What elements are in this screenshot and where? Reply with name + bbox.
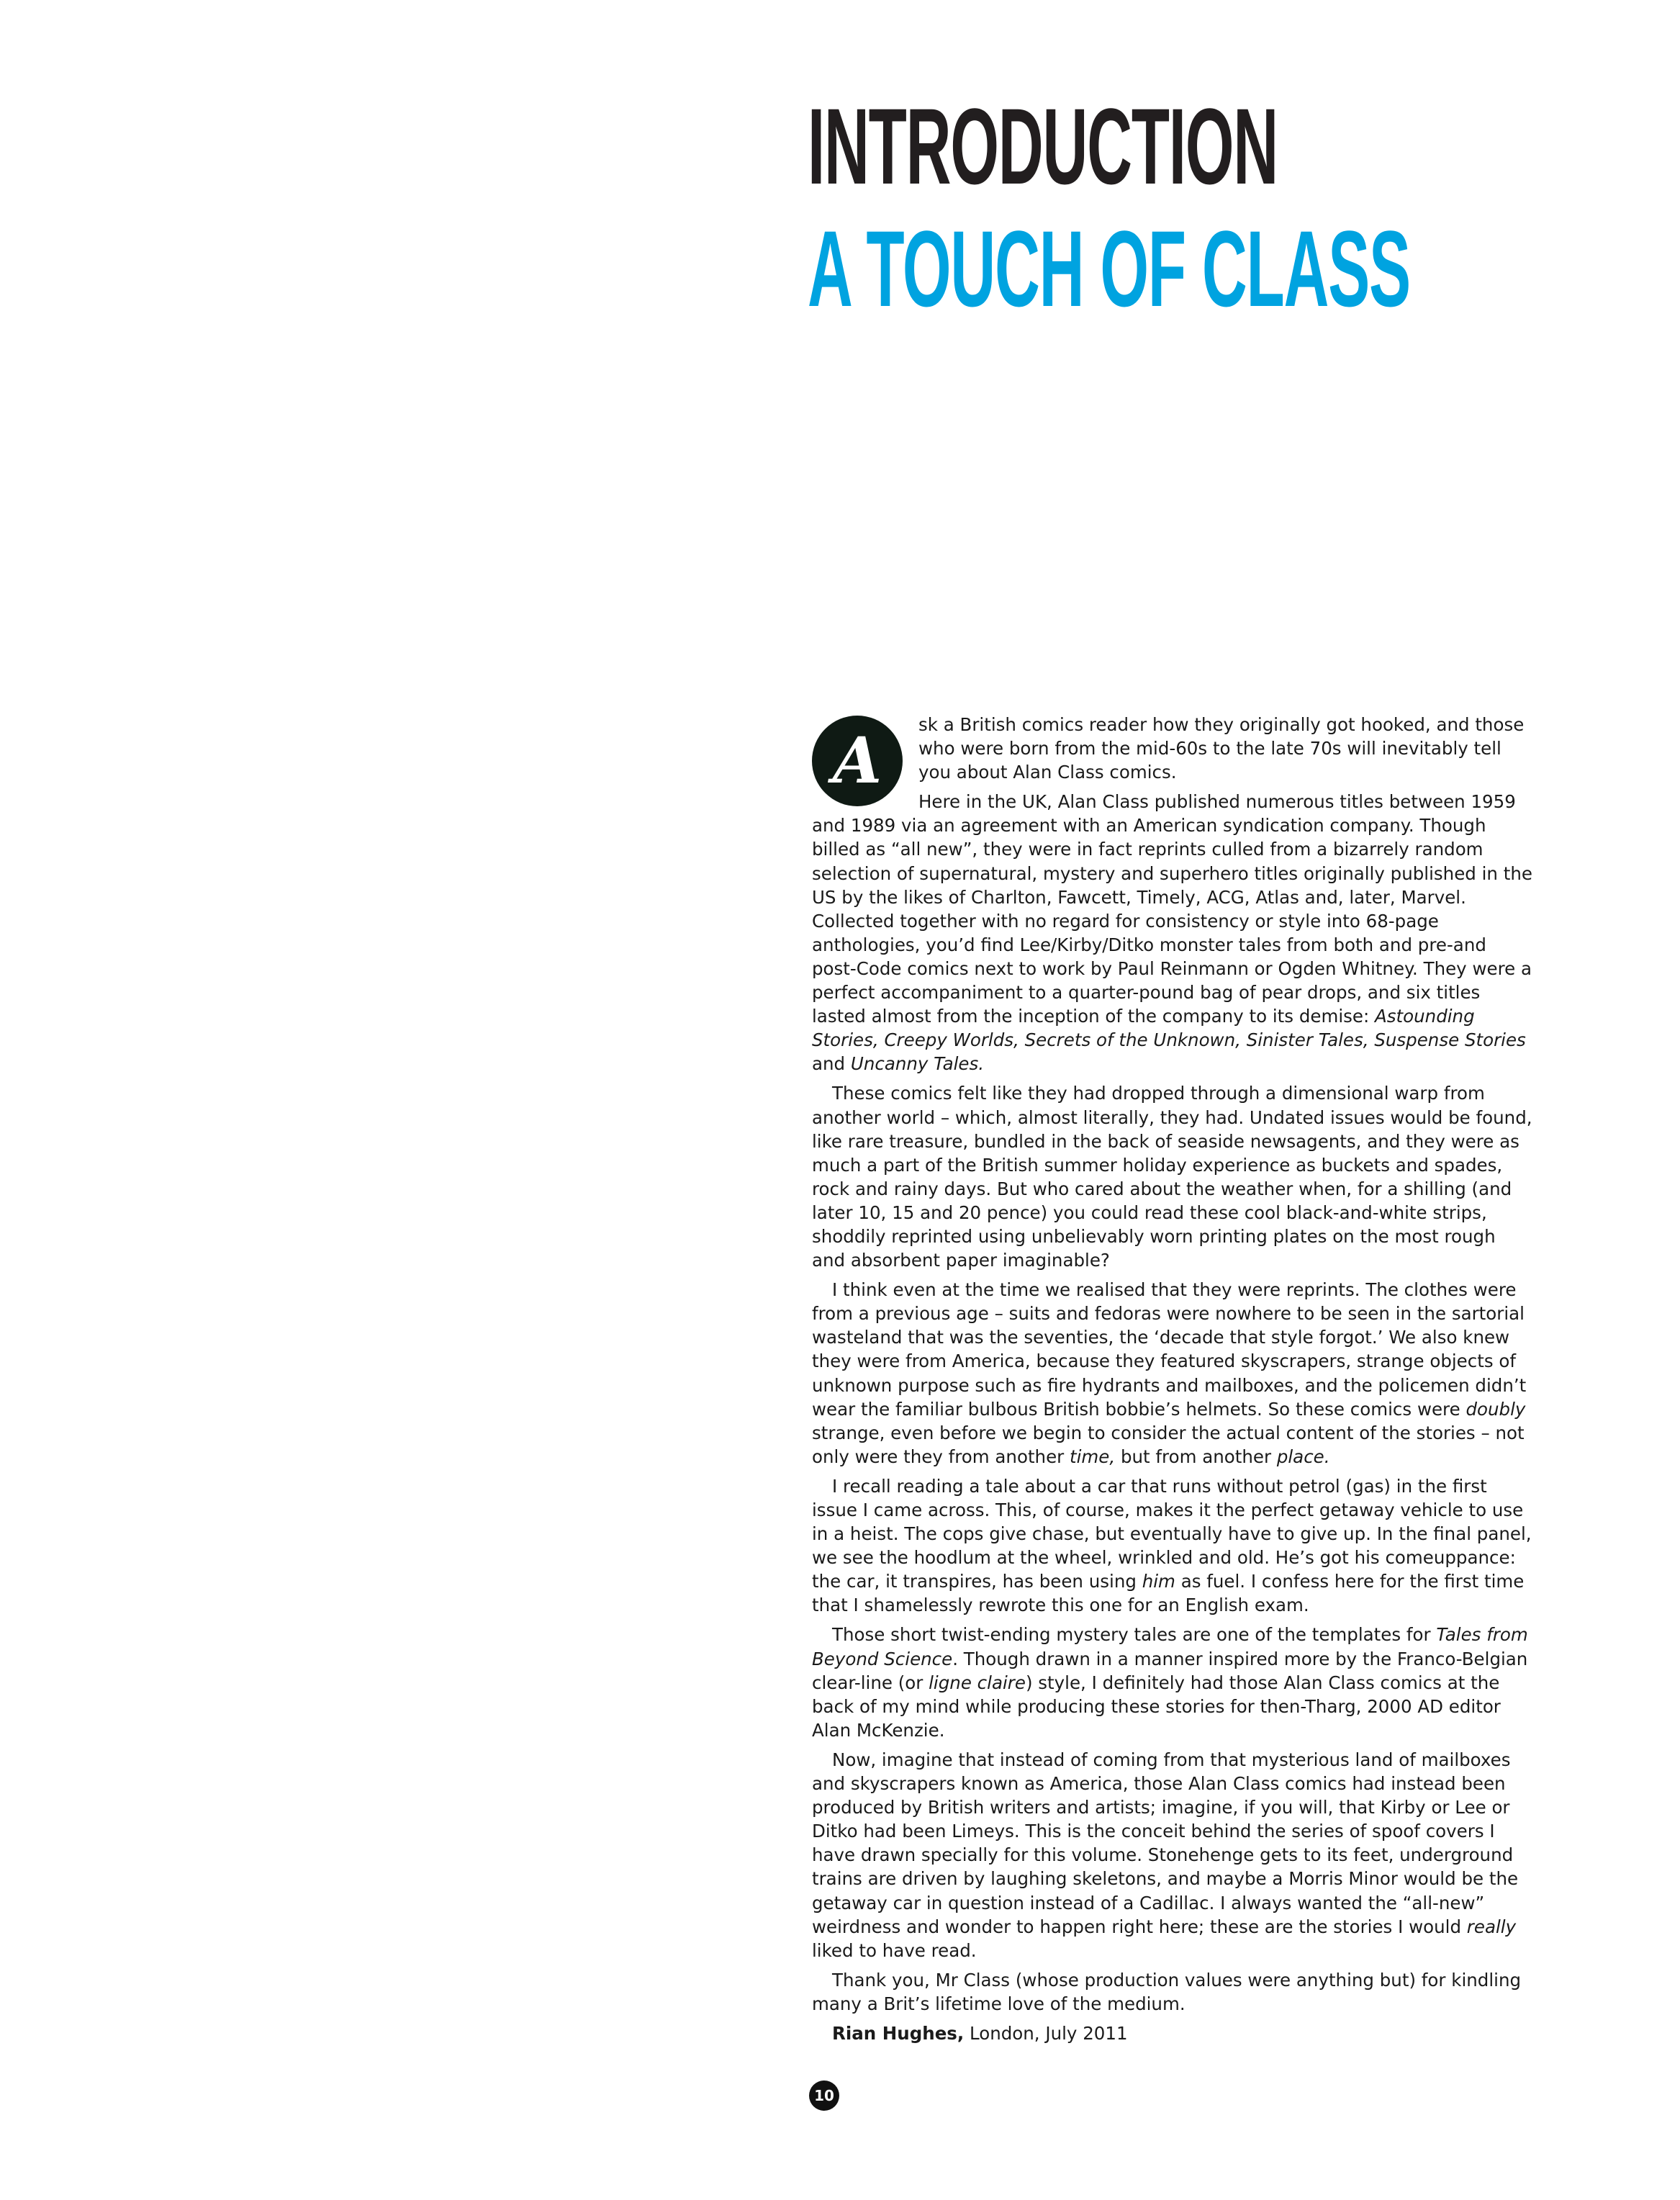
paragraph-5: I recall reading a tale about a car that runs without petrol (gas) in the first issue I came across. This, of course, makes it the perfect getaway vehicle to use in a heist. The cops give chase, but eventually have to give up. In the final panel, we see the hoodlum at the wheel, wrinkled and old. He’s got his comeuppance: the car, it transpires, has been using him as fuel. I confess here for the first time that I shamelessly rewrote this one for an English exam. [812, 1475, 1532, 1616]
paragraph-2: Here in the UK, Alan Class published numerous titles between 1959 and 1989 via an agreement with an American syndication company. Though billed as “all new”, they were in fact reprints culled from a bizarrely random selection of supernatural, mystery and superhero titles originally published in the US by the likes of Charlton, Fawcett, Timely, ACG, Atlas and, later, Marvel. Collected together with no regard for consistency or style into 68-page anthologies, you’d find Lee/Kirby/Ditko monster tales from both and pre-and post-Code comics next to work by Paul Reinmann or Ogden Whitney. They were a perfect accompaniment to a quarter-pound bag of pear drops, and six titles lasted almost from the inception of the company to its demise: Astounding Stories, Creepy Worlds, Secrets of the Unknown, Sinister Tales, Suspense Stories and Uncanny Tales. [812, 791, 1532, 1075]
drop-cap-badge: A [812, 716, 903, 806]
page-subtitle: A TOUCH OF CLASS [808, 208, 1410, 329]
page-title: INTRODUCTION [808, 86, 1278, 207]
author-name: Rian Hughes, [832, 2022, 965, 2044]
byline [812, 2021, 1533, 2045]
place-date: London, July 2011 [964, 2022, 1128, 2044]
paragraph-7: Now, imagine that instead of coming from that mysterious land of mailboxes and skyscrapers known as America, those Alan Class comics had instead been produced by British writers and artists; imagine, if you will, that Kirby or Lee or Ditko had been Limeys. This is the conceit behind the series of spoof covers I have drawn specially for this volume. Stonehenge gets to its feet, underground trains are driven by laughing skeletons, and maybe a Morris Minor would be the getaway car in question instead of a Cadillac. I always wanted the “all-new” weirdness and wonder to happen right here; these are the stories I would really liked to have read. [812, 1749, 1519, 1961]
title-block [808, 85, 1680, 330]
article-body [812, 713, 1533, 2051]
paragraph-4: I think even at the time we realised that they were reprints. The clothes were from a previous age – suits and fedoras were nowhere to be seen in the sartorial wasteland that was the seventies, the ‘decade that style forgot.’ We also knew they were from America, because they featured skyscrapers, strange objects of unknown purpose such as fire hydrants and mailboxes, and the policemen didn’t wear the familiar bulbous British bobbie’s helmets. So these comics were doubly strange, even before we begin to consider the actual content of the stories – not only were they from another time, but from another place. [812, 1279, 1527, 1467]
paragraph-3: These comics felt like they had dropped through a dimensional warp from another world – which, almost literally, they had. Undated issues would be found, like rare treasure, bundled in the back of seaside newsagents, and they were as much a part of the British summer holiday experience as buckets and spades, rock and rainy days. But who cared about the weather when, for a shilling (and later 10, 15 and 20 pence) you could read these cool black-and-white strips, shoddily reprinted using unbelievably worn printing plates on the most rough and absorbent paper imaginable? [812, 1083, 1532, 1271]
page-number: 10 [809, 2080, 839, 2111]
paragraph-8: Thank you, Mr Class (whose production values were anything but) for kindling many a Brit’s lifetime love of the medium. [812, 1969, 1522, 2014]
paragraph-6: Those short twist-ending mystery tales are one of the templates for Tales from Beyond Science. Though drawn in a manner inspired more by the Franco-Belgian clear-line (or ligne claire) style, I definitely had those Alan Class comics at the back of my mind while producing these stories for then-Tharg, 2000 AD editor Alan McKenzie. [812, 1624, 1528, 1741]
paragraph-1: sk a British comics reader how they originally got hooked, and those who were born from the mid-60s to the late 70s will inevitably tell you about Alan Class comics. [918, 714, 1525, 783]
